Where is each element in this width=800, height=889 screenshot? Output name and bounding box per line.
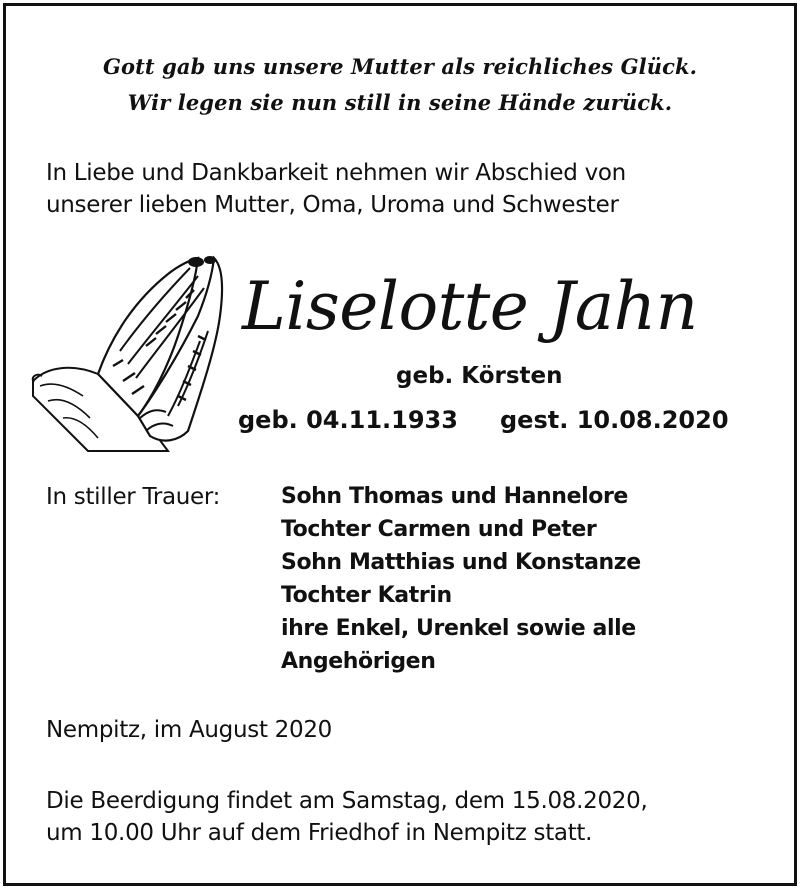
mourner-line: Tochter Katrin	[281, 583, 452, 608]
intro-line-1: In Liebe und Dankbarkeit nehmen wir Abschied von	[46, 160, 626, 186]
intro-line-2: unserer lieben Mutter, Oma, Uroma und Schwester	[46, 192, 619, 218]
mourner-line: Angehörigen	[281, 649, 436, 674]
mourners-label: In stiller Trauer:	[46, 484, 221, 510]
maiden-name: geb. Körsten	[396, 363, 563, 389]
funeral-line-1: Die Beerdigung findet am Samstag, dem 15.08.2020,	[46, 788, 648, 814]
birth-date: geb. 04.11.1933	[238, 406, 458, 434]
death-date: gest. 10.08.2020	[500, 406, 729, 434]
mourner-line: Sohn Thomas und Hannelore	[281, 484, 628, 509]
place-date: Nempitz, im August 2020	[46, 717, 333, 743]
mourner-line: Sohn Matthias und Konstanze	[281, 550, 641, 575]
mourner-line: Tochter Carmen und Peter	[281, 517, 597, 542]
mourner-line: ihre Enkel, Urenkel sowie alle	[281, 616, 636, 641]
obituary-notice	[3, 3, 797, 886]
motto-line-1: Gott gab uns unsere Mutter als reichliches Glück.	[102, 54, 698, 79]
funeral-line-2: um 10.00 Uhr auf dem Friedhof in Nempitz statt.	[46, 820, 593, 846]
motto-line-2: Wir legen sie nun still in seine Hände zurück.	[127, 90, 673, 115]
deceased-name: Liselotte Jahn	[242, 268, 698, 345]
praying-hands-icon	[28, 246, 228, 456]
